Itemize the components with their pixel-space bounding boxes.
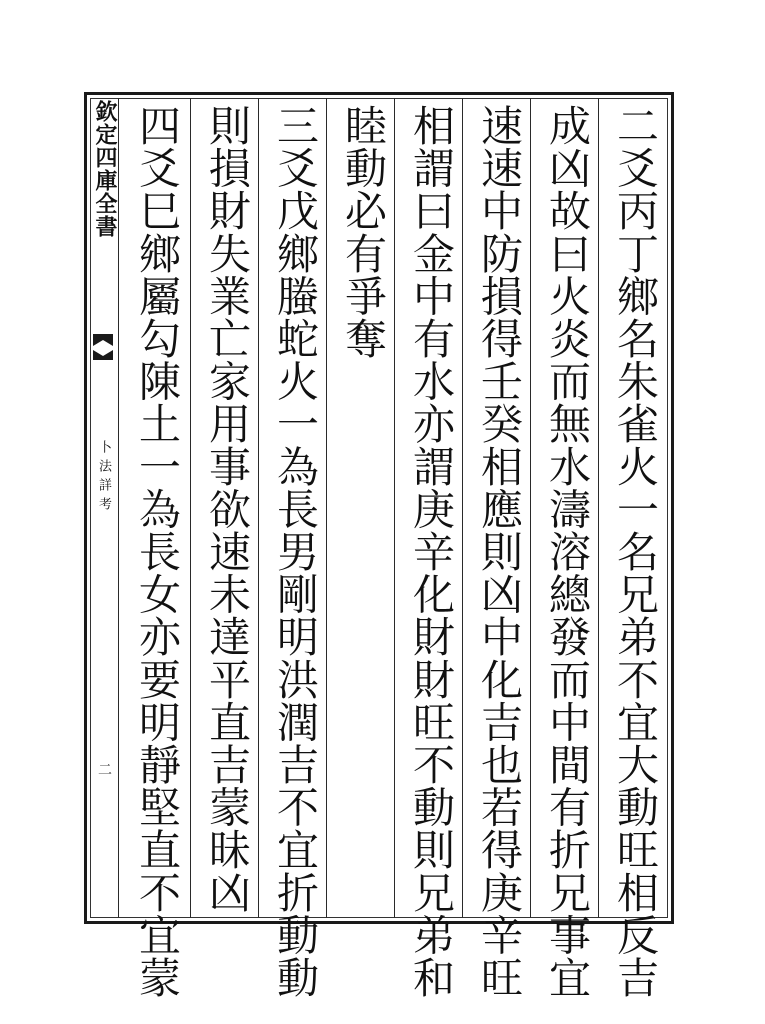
column-rule <box>190 98 191 918</box>
book-title: 欽定四庫全書 <box>92 100 118 238</box>
volume-title: 卜法詳考 <box>96 440 111 516</box>
fish-tail-icon <box>92 332 114 362</box>
column-rule <box>258 98 259 918</box>
column-rule <box>394 98 395 918</box>
column-rule <box>598 98 599 918</box>
text-column-1: 二爻丙丁鄉名朱雀火一名兄弟不宜大動旺相反吉 <box>611 104 660 999</box>
text-column-6: 三爻戊鄉螣蛇火一為長男剛明洪潤吉不宜折動動 <box>271 104 320 999</box>
text-column-7: 則損財失業亡家用事欲速未達平直吉蒙昧凶 <box>203 104 252 914</box>
text-column-4: 相謂曰金中有水亦謂庚辛化財財旺不動則兄弟和 <box>407 104 456 999</box>
text-column-3: 速速中防損得壬癸相應則凶中化吉也若得庚辛旺 <box>475 104 524 999</box>
text-column-5: 睦動必有爭奪 <box>339 104 388 360</box>
column-rule <box>118 98 119 918</box>
text-column-2: 成凶故曰火炎而無水濤溶總發而中間有折兄事宜 <box>543 104 592 999</box>
column-rule <box>326 98 327 918</box>
text-column-8: 四爻巳鄉屬勾陳土一為長女亦要明靜堅直不宜蒙 <box>133 104 182 999</box>
column-rule <box>462 98 463 918</box>
column-rule <box>530 98 531 918</box>
page-number: 二 <box>96 762 112 776</box>
